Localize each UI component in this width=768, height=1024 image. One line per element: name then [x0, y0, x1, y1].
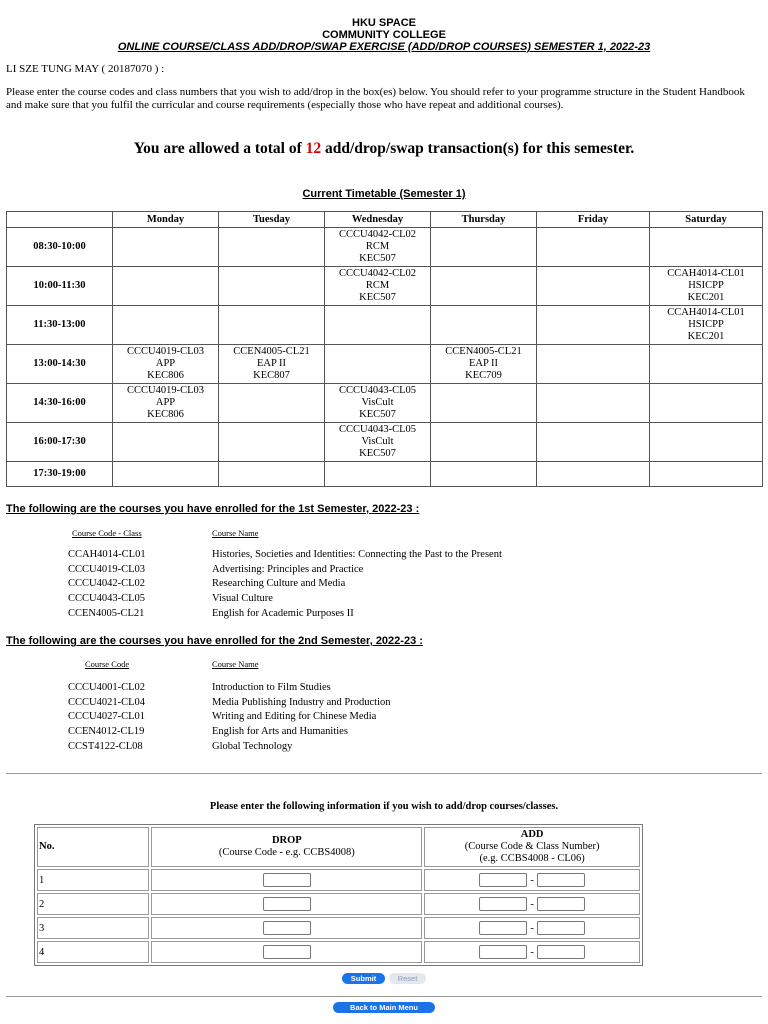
course-abbrev: VisCult	[361, 397, 394, 408]
course-row	[0, 564, 768, 579]
add-course-code-input[interactable]	[479, 921, 527, 935]
course-name: Introduction to Film Studies	[212, 682, 331, 693]
add-cell	[424, 941, 640, 963]
reset-button[interactable]: Reset	[389, 973, 426, 984]
class-code: CCAH4014-CL01	[667, 307, 745, 318]
timetable-cell	[113, 267, 219, 306]
form-row	[37, 941, 640, 963]
time-slot: 14:30-16:00	[7, 384, 113, 423]
course-code: CCST4122-CL08	[68, 740, 143, 752]
course-abbrev: RCM	[365, 241, 390, 252]
timetable-cell	[431, 462, 537, 487]
drop-cell	[151, 917, 422, 939]
timetable-cell	[219, 384, 325, 423]
timetable-cell	[113, 462, 219, 487]
form-row	[37, 869, 640, 891]
timetable-cell	[650, 267, 763, 306]
timetable-cell	[650, 345, 763, 384]
timetable-cell	[113, 306, 219, 345]
timetable-cell	[650, 228, 763, 267]
course-abbrev: RCM	[365, 280, 390, 291]
course-name: Media Publishing Industry and Production	[212, 696, 391, 708]
room: KEC507	[359, 292, 396, 303]
course-code: CCCU4043-CL05	[68, 593, 146, 605]
room: KEC507	[359, 409, 396, 420]
student-name: LI SZE TUNG MAY ( 20187070 ) :	[6, 63, 165, 75]
timetable-cell	[325, 423, 431, 462]
course-code: CCCU4019-CL03	[68, 563, 146, 575]
room: KEC807	[253, 370, 290, 381]
time-slot: 17:30-19:00	[7, 462, 113, 487]
course-row	[0, 726, 768, 741]
time-slot: 16:00-17:30	[7, 423, 113, 462]
add-course-code-input[interactable]	[479, 873, 527, 887]
divider	[6, 773, 762, 774]
course-name: Writing and Editing for Chinese Media	[212, 711, 377, 723]
day-header: Monday	[113, 212, 219, 228]
timetable-cell	[113, 384, 219, 423]
course-row	[0, 608, 768, 623]
class-code: CCCU4042-CL02	[338, 268, 416, 279]
time-slot: 11:30-13:00	[7, 306, 113, 345]
sem1-col-code: Course Code - Class	[72, 528, 142, 538]
timetable-cell	[650, 384, 763, 423]
timetable-cell	[325, 306, 431, 345]
timetable-cell	[431, 384, 537, 423]
instructions: Please enter the course codes and class numbers that you wish to add/drop in the box(es) below. You should refer to your programme structure in the Student Handbook and make sure that you fulfil the curricular and course requirements (especially those who have repeat and additional courses).	[6, 86, 745, 111]
drop-cell	[151, 869, 422, 891]
drop-cell	[151, 941, 422, 963]
allowance-count: 12	[305, 140, 322, 157]
allowance-suffix: add/drop/swap transaction(s) for this semester.	[325, 140, 635, 157]
class-code: CCEN4005-CL21	[233, 346, 310, 357]
day-header: Wednesday	[325, 212, 431, 228]
timetable-row	[7, 228, 763, 267]
add-class-number-input[interactable]	[537, 897, 585, 911]
add-cell	[424, 869, 640, 891]
timetable-cell	[431, 306, 537, 345]
add-header	[424, 827, 640, 867]
course-abbrev: EAP II	[468, 358, 499, 369]
timetable-cell	[431, 345, 537, 384]
add-cell	[424, 917, 640, 939]
timetable-cell	[113, 228, 219, 267]
timetable-cell	[219, 423, 325, 462]
add-course-code-input[interactable]	[479, 897, 527, 911]
course-name: English for Arts and Humanities	[212, 726, 348, 738]
timetable-cell	[325, 384, 431, 423]
timetable-row	[7, 384, 763, 423]
room: KEC201	[687, 331, 725, 342]
col-no-header: No.	[37, 827, 149, 867]
course-name: Visual Culture	[212, 593, 273, 605]
transaction-allowance	[0, 140, 768, 158]
room: KEC709	[465, 370, 502, 381]
course-abbrev: HSICPP	[688, 319, 724, 330]
course-abbrev: APP	[155, 397, 176, 408]
room: KEC201	[687, 292, 725, 303]
timetable-row	[7, 306, 763, 345]
timetable-cell	[219, 306, 325, 345]
timetable-cell	[325, 267, 431, 306]
add-course-code-input[interactable]	[479, 945, 527, 959]
add-subtitle: (Course Code & Class Number)	[464, 841, 600, 852]
course-code: CCCU4001-CL02	[68, 682, 146, 693]
form-row	[37, 893, 640, 915]
row-number: 2	[37, 893, 149, 915]
timetable-corner	[7, 212, 113, 228]
time-slot: 13:00-14:30	[7, 345, 113, 384]
class-code: CCAH4014-CL01	[667, 268, 745, 279]
page-title: ONLINE COURSE/CLASS ADD/DROP/SWAP EXERCISE (ADD/DROP COURSES) SEMESTER 1, 2022-23	[117, 41, 651, 53]
timetable-cell	[650, 306, 763, 345]
add-class-number-input[interactable]	[537, 945, 585, 959]
course-abbrev: HSICPP	[688, 280, 724, 291]
drop-title: DROP	[271, 835, 302, 846]
room: KEC507	[359, 253, 396, 264]
class-code: CCCU4042-CL02	[338, 229, 416, 240]
timetable-cell	[219, 267, 325, 306]
separator-dash: -	[530, 922, 534, 934]
course-row	[0, 549, 768, 564]
drop-subtitle: (Course Code - e.g. CCBS4008)	[218, 847, 355, 858]
course-code: CCCU4042-CL02	[68, 578, 146, 590]
course-row	[0, 697, 768, 712]
timetable-row	[7, 462, 763, 487]
timetable-cell	[219, 228, 325, 267]
sem2-course-list	[0, 682, 768, 755]
sem1-title: The following are the courses you have enrolled for the 1st Semester, 2022-23 :	[6, 503, 420, 515]
timetable-row	[7, 345, 763, 384]
class-code: CCCU4043-CL05	[338, 424, 416, 435]
timetable-cell	[219, 345, 325, 384]
timetable-cell	[537, 228, 650, 267]
sem2-col-name: Course Name	[212, 659, 259, 669]
timetable-cell	[537, 345, 650, 384]
class-code: CCCU4043-CL05	[338, 385, 416, 396]
timetable-cell	[113, 423, 219, 462]
row-number: 4	[37, 941, 149, 963]
timetable	[6, 211, 763, 487]
course-row	[0, 578, 768, 593]
class-code: CCCU4019-CL03	[126, 346, 204, 357]
separator-dash: -	[530, 874, 534, 886]
timetable-cell	[650, 423, 763, 462]
course-name: English for Academic Purposes II	[212, 607, 354, 619]
timetable-cell	[219, 462, 325, 487]
timetable-cell	[537, 423, 650, 462]
time-slot: 10:00-11:30	[7, 267, 113, 306]
row-number: 1	[37, 869, 149, 891]
drop-course-code-input[interactable]	[263, 873, 311, 887]
timetable-cell	[537, 384, 650, 423]
room: KEC507	[359, 448, 396, 459]
submit-button[interactable]: Submit	[342, 973, 385, 984]
timetable-cell	[537, 306, 650, 345]
class-code: CCCU4019-CL03	[126, 385, 204, 396]
timetable-cell	[325, 345, 431, 384]
course-code: CCEN4005-CL21	[68, 607, 145, 619]
drop-course-code-input[interactable]	[263, 945, 311, 959]
add-subtitle-example: (e.g. CCBS4008 - CL06)	[479, 853, 585, 864]
course-name: Global Technology	[212, 740, 293, 752]
timetable-cell	[650, 462, 763, 487]
course-code: CCEN4012-CL19	[68, 726, 145, 738]
separator-dash: -	[530, 946, 534, 958]
day-header: Tuesday	[219, 212, 325, 228]
sem2-title: The following are the courses you have enrolled for the 2nd Semester, 2022-23 :	[6, 635, 423, 647]
divider-bottom	[6, 996, 762, 997]
sem2-col-code: Course Code	[85, 659, 130, 669]
institution-name: HKU SPACE	[352, 17, 416, 29]
course-abbrev: VisCult	[361, 436, 394, 447]
college-name: COMMUNITY COLLEGE	[322, 29, 446, 41]
sem1-course-list	[0, 549, 768, 622]
timetable-cell	[431, 423, 537, 462]
timetable-cell	[431, 267, 537, 306]
course-name: Histories, Societies and Identities: Connecting the Past to the Present	[212, 549, 502, 560]
timetable-row	[7, 423, 763, 462]
room: KEC806	[147, 409, 184, 420]
timetable-cell	[325, 228, 431, 267]
timetable-title: Current Timetable (Semester 1)	[302, 188, 466, 200]
allowance-prefix: You are allowed a total of	[133, 140, 302, 157]
course-row	[0, 593, 768, 608]
timetable-cell	[431, 228, 537, 267]
timetable-cell	[325, 462, 431, 487]
add-drop-form	[34, 824, 643, 966]
timetable-header-row	[7, 212, 763, 228]
day-header: Saturday	[650, 212, 763, 228]
back-to-main-menu-button[interactable]: Back to Main Menu	[333, 1002, 435, 1013]
course-row	[0, 741, 768, 756]
day-header: Thursday	[431, 212, 537, 228]
timetable-cell	[113, 345, 219, 384]
row-number: 3	[37, 917, 149, 939]
course-abbrev: APP	[155, 358, 176, 369]
course-code: CCCU4021-CL04	[68, 696, 146, 708]
timetable-cell	[537, 462, 650, 487]
course-code: CCAH4014-CL01	[68, 549, 146, 560]
time-slot: 08:30-10:00	[7, 228, 113, 267]
separator-dash: -	[530, 898, 534, 910]
room: KEC806	[147, 370, 184, 381]
course-abbrev: EAP II	[256, 358, 287, 369]
add-cell	[424, 893, 640, 915]
sem1-col-name: Course Name	[212, 528, 259, 538]
form-header-row	[37, 827, 640, 867]
course-code: CCCU4027-CL01	[68, 711, 146, 723]
form-title: Please enter the following information if you wish to add/drop courses/classes.	[209, 801, 559, 812]
add-class-number-input[interactable]	[537, 873, 585, 887]
timetable-cell	[537, 267, 650, 306]
course-row	[0, 711, 768, 726]
course-row	[0, 682, 768, 697]
add-class-number-input[interactable]	[537, 921, 585, 935]
class-code: CCEN4005-CL21	[445, 346, 522, 357]
form-row	[37, 917, 640, 939]
add-title: ADD	[520, 829, 544, 840]
course-name: Advertising: Principles and Practice	[212, 563, 364, 575]
drop-course-code-input[interactable]	[263, 897, 311, 911]
day-header: Friday	[537, 212, 650, 228]
drop-header	[151, 827, 422, 867]
course-name: Researching Culture and Media	[212, 578, 346, 590]
drop-course-code-input[interactable]	[263, 921, 311, 935]
timetable-row	[7, 267, 763, 306]
drop-cell	[151, 893, 422, 915]
